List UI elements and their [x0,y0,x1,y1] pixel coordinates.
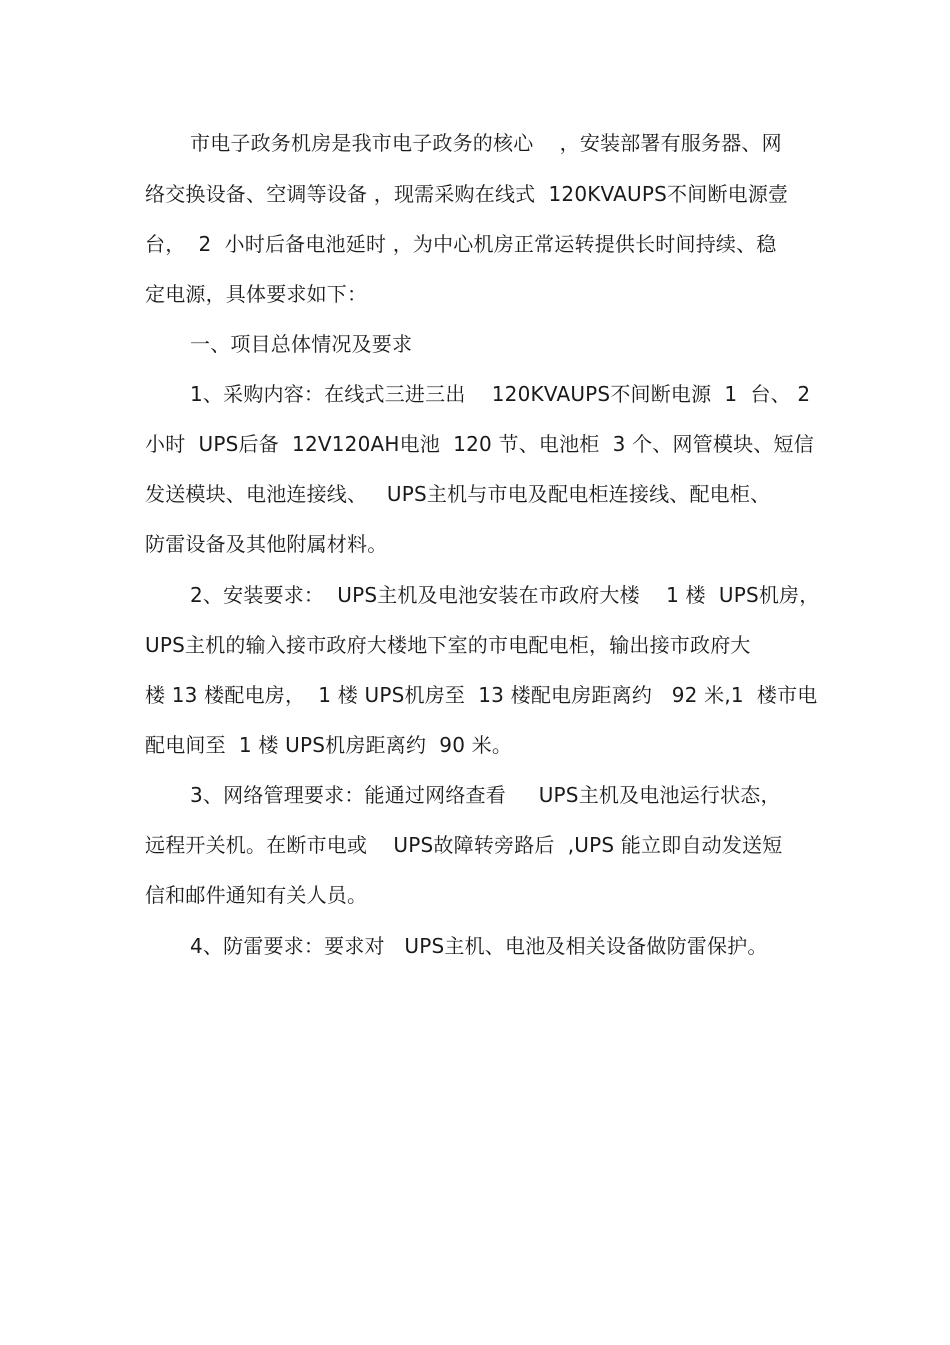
text-line: 防雷设备及其他附属材料。 [145,532,388,556]
text-line: 配电间至 1 楼 UPS机房距离约 90 米。 [145,733,513,757]
text-line: 远程开关机。在断市电或 UPS故障转旁路后 ,UPS 能立即自动发送短 [145,833,783,857]
text-line: 信和邮件通知有关人员。 [145,883,368,907]
text-line: 络交换设备、空调等设备 ，现需采购在线式 120KVAUPS不间断电源壹 [145,182,789,206]
text-line: 台， 2 小时后备电池延时 ，为中心机房正常运转提供长时间持续、稳 [145,232,777,256]
text-line: 市电子政务机房是我市电子政务的核心 ，安装部署有服务器、网 [190,131,782,155]
text-line: 小时 UPS后备 12V120AH电池 120 节、电池柜 3 个、网管模块、短信 [145,432,814,456]
text-line: 楼 13 楼配电房， 1 楼 UPS机房至 13 楼配电房距离约 92 米,1 楼市电 [145,683,818,707]
text-line: 4、防雷要求：要求对 UPS主机、电池及相关设备做防雷保护。 [190,934,768,958]
text-line: 发送模块、电池连接线、 UPS主机与市电及配电柜连接线、配电柜、 [145,482,771,506]
text-line: 3、网络管理要求：能通过网络查看 UPS主机及电池运行状态， [190,783,781,807]
section-heading: 一、项目总体情况及要求 [190,332,413,356]
text-line: 定电源，具体要求如下： [145,282,368,306]
text-line: 2、安装要求： UPS主机及电池安装在市政府大楼 1 楼 UPS机房， [190,583,820,607]
text-line: 1、采购内容：在线式三进三出 120KVAUPS不间断电源 1 台、 2 [190,382,811,406]
text-line: UPS主机的输入接市政府大楼地下室的市电配电柜，输出接市政府大 [145,633,751,657]
